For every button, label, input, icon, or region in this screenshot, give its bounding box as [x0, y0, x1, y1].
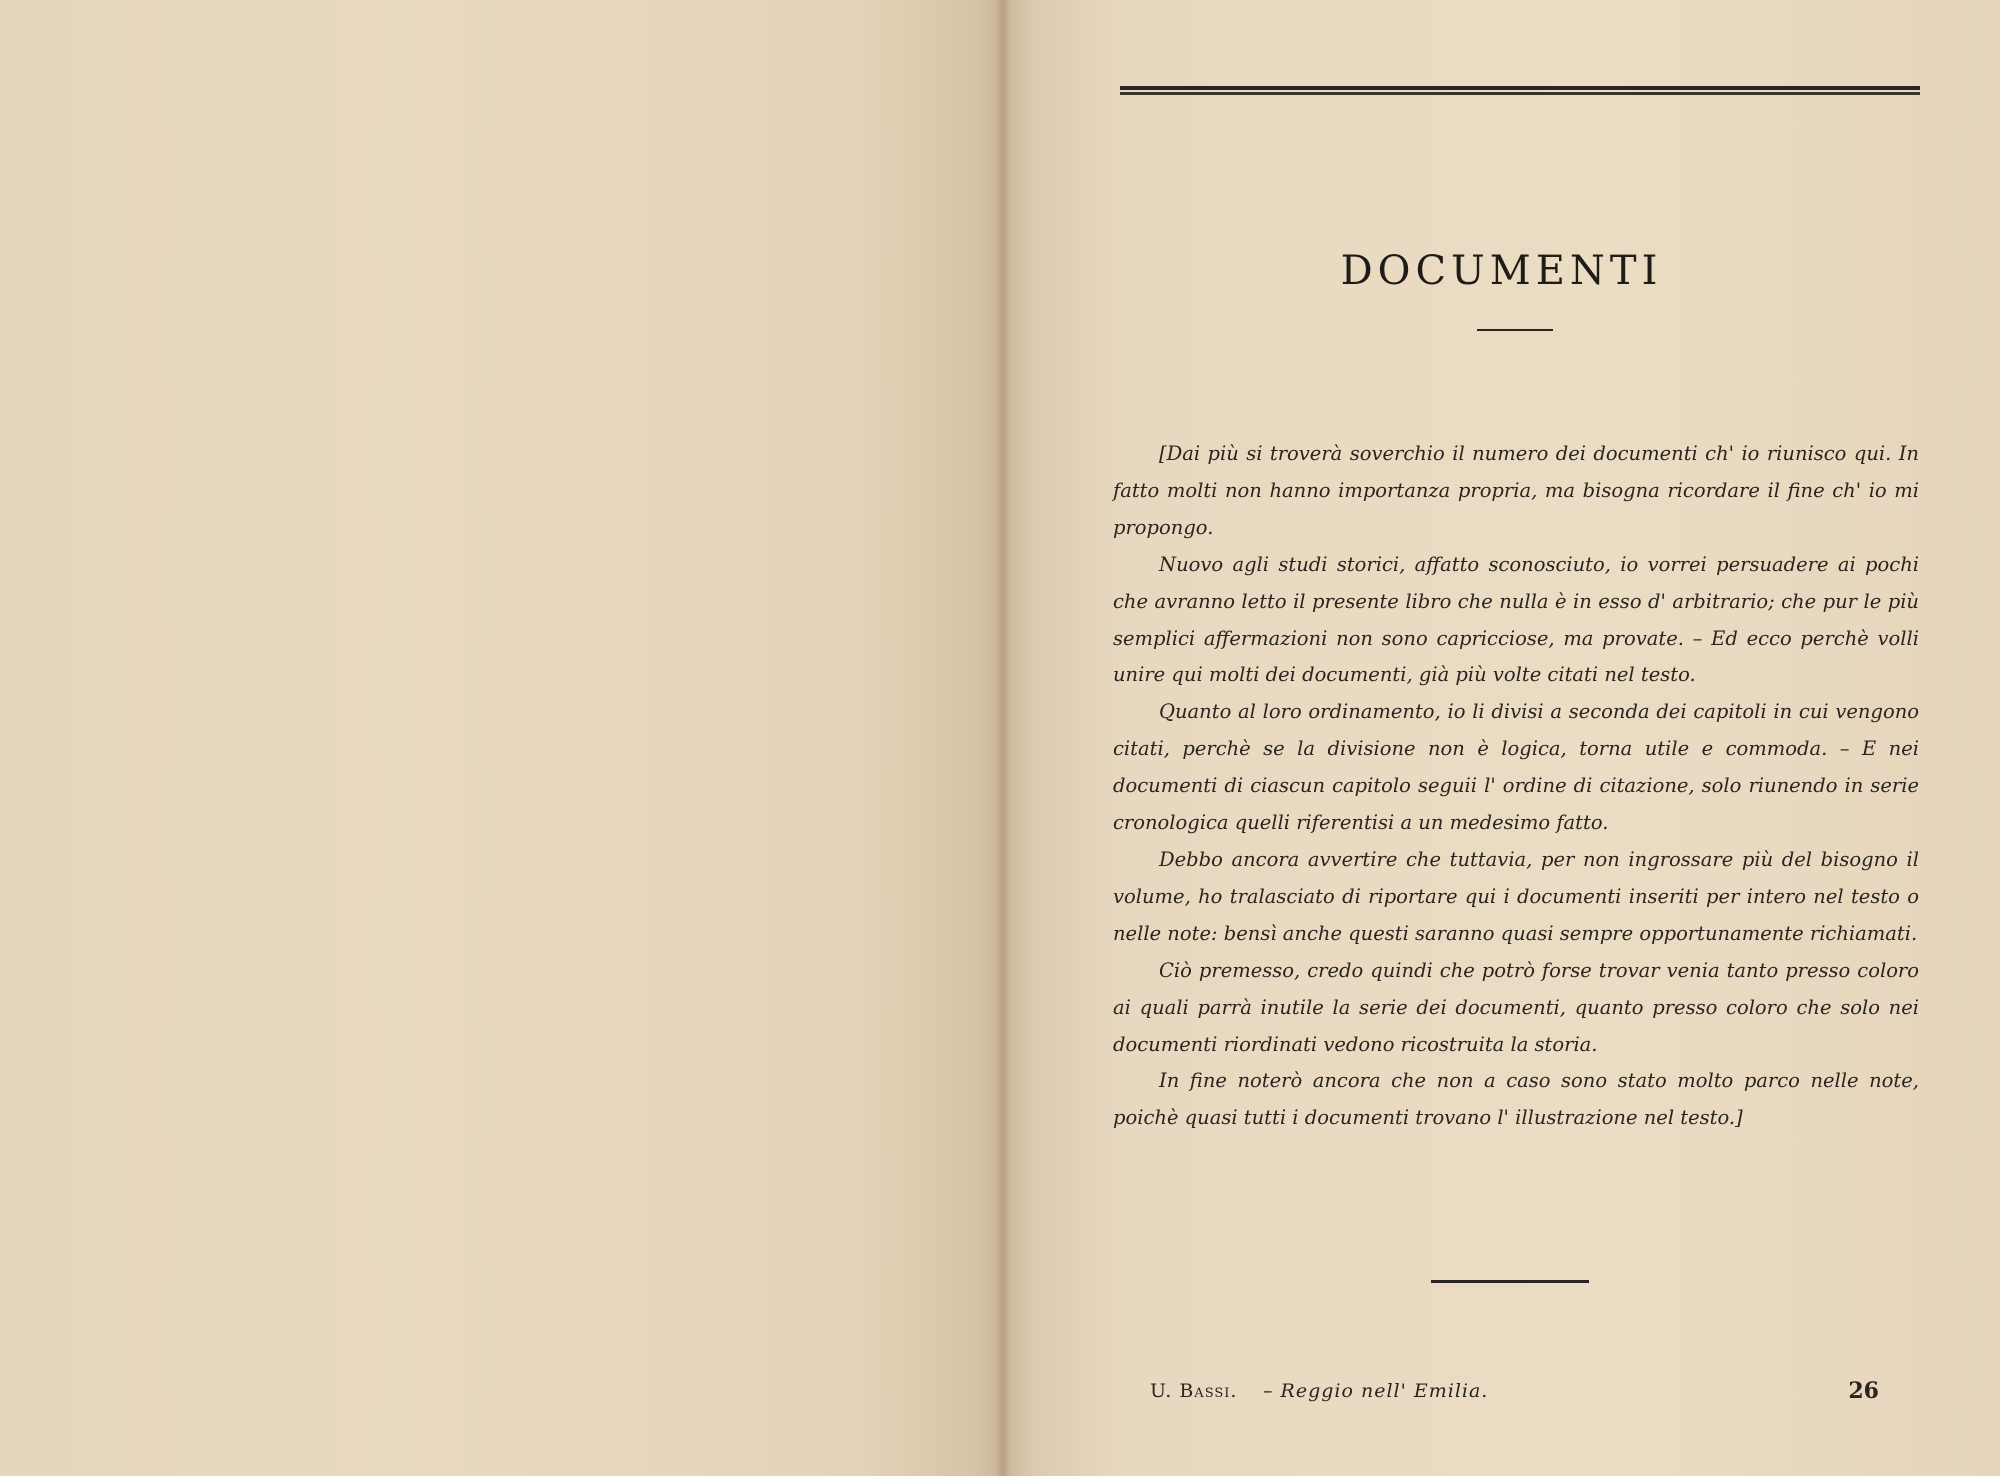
body-text — [1113, 436, 1919, 1137]
footer-source: – Reggio nell' Emilia. — [1263, 1380, 1489, 1402]
paragraph: Debbo ancora avvertire che tuttavia, per non ingrossare più del bisogno il volume, ho tralasciato di riportare qui i documenti inseriti per intero nel testo o nelle note: bensì anche questi saranno quasi sempre opportunamente richiamati. — [1113, 847, 1919, 945]
top-rule — [1120, 86, 1920, 95]
book-gutter — [996, 0, 1010, 1476]
footer-author: U. Bassi. — [1150, 1380, 1238, 1402]
page-title: DOCUMENTI — [1340, 248, 1663, 294]
right-page — [1003, 0, 2000, 1476]
paragraph: Quanto al loro ordinamento, io li divisi a seconda dei capitoli in cui vengono citati, perchè se la divisione non è logica, torna utile e commoda. – E nei documenti di ciascun capitolo seguii l' ordine di citazione, solo riunendo in serie cronologica quelli riferentisi a un medesimo fatto. — [1113, 700, 1919, 835]
paragraph: [Dai più si troverà soverchio il numero dei documenti ch' io riunisco qui. In fatto molti non hanno importanza propria, ma bisogna ricordare il fine ch' io mi propongo. — [1113, 442, 1919, 539]
page-number: 26 — [1848, 1378, 1879, 1404]
paragraph: In fine noterò ancora che non a caso sono stato molto parco nelle note, poichè quasi tutti i documenti trovano l' illustrazione nel testo.] — [1113, 1069, 1919, 1130]
end-rule — [1431, 1280, 1589, 1283]
paragraph: Nuovo agli studi storici, affatto sconosciuto, io vorrei persuadere ai pochi che avranno letto il presente libro che nulla è in esso d' arbitrario; che pur le più semplici affermazioni non sono capricciose, ma provate. – Ed ecco perchè volli unire qui molti dei documenti, già più volte citati nel testo. — [1113, 552, 1919, 687]
title-underline — [1477, 329, 1553, 331]
paragraph: Ciò premesso, credo quindi che potrò forse trovar venia tanto presso coloro ai quali parrà inutile la serie dei documenti, quanto presso coloro che solo nei documenti riordinati vedono ricostruita la storia. — [1113, 958, 1919, 1056]
